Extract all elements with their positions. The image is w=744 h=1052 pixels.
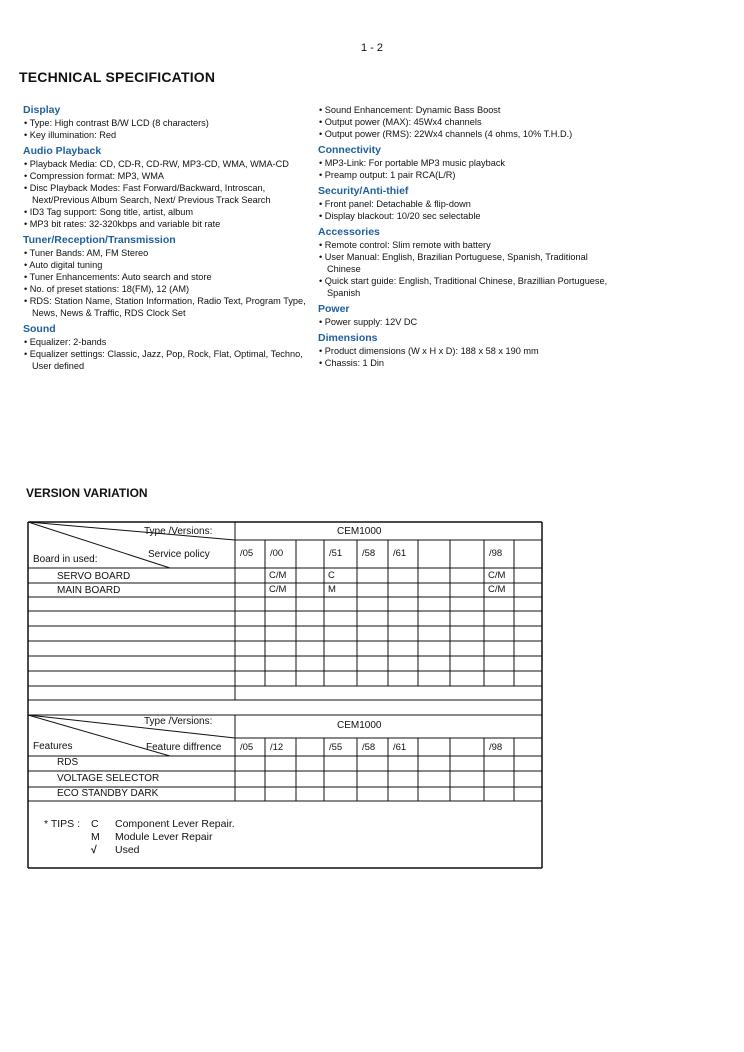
page-number: 1 - 2	[360, 42, 383, 54]
spec-item: • MP3 bit rates: 32-320kbps and variable bit rate	[24, 219, 221, 229]
spec-item: • Key illumination: Red	[24, 130, 117, 140]
feature-name: RDS	[57, 757, 79, 768]
spec-item: • Output power (RMS): 22Wx4 channels (4 ohms, 10% T.H.D.)	[319, 129, 573, 139]
spec-item: • MP3-Link: For portable MP3 music playback	[319, 158, 506, 168]
version-code: /61	[393, 742, 407, 753]
policy-cell: C/M	[488, 570, 506, 581]
tips-code-c: C	[91, 818, 99, 830]
version-code: /61	[393, 548, 407, 559]
spec-item: • ID3 Tag support: Song title, artist, album	[24, 207, 194, 217]
spec-section-heading: Tuner/Reception/Transmission	[23, 234, 176, 246]
spec-item: • Remote control: Slim remote with battery	[319, 240, 491, 250]
policy-cell: C/M	[269, 570, 287, 581]
spec-section-heading: Power	[318, 303, 350, 315]
spec-section-heading: Sound	[23, 323, 56, 335]
board-name: MAIN BOARD	[57, 585, 121, 596]
version-code: /05	[240, 742, 254, 753]
tips-code-m: M	[91, 831, 100, 843]
spec-item: • Chassis: 1 Din	[319, 358, 384, 368]
table1-model: CEM1000	[337, 526, 382, 537]
spec-item: • Product dimensions (W x H x D): 188 x 58 x 190 mm	[319, 346, 539, 356]
tips-desc-used: Used	[115, 844, 140, 856]
version-code: /00	[270, 548, 284, 559]
policy-cell: C/M	[269, 584, 287, 595]
spec-item: • Sound Enhancement: Dynamic Bass Boost	[319, 105, 501, 115]
version-code: /98	[489, 548, 503, 559]
table2-type-label: Type /Versions:	[144, 716, 213, 727]
spec-item: • Output power (MAX): 45Wx4 channels	[319, 117, 482, 127]
spec-item: • Equalizer: 2-bands	[24, 337, 107, 347]
tips-desc-c: Component Lever Repair.	[115, 818, 235, 830]
spec-item: • No. of preset stations: 18(FM), 12 (AM)	[24, 284, 190, 294]
version-code: /51	[329, 548, 343, 559]
spec-item: • Quick start guide: English, Traditional Chinese, Brazillian Portuguese, Spanish	[319, 276, 608, 298]
spec-section-heading: Connectivity	[318, 144, 382, 156]
policy-cell: C/M	[488, 584, 506, 595]
spec-item: • User Manual: English, Brazilian Portuguese, Spanish, Traditional Chinese	[319, 252, 588, 274]
version-code: /05	[240, 548, 254, 559]
table1-type-label: Type /Versions:	[144, 526, 213, 537]
policy-cell: C	[328, 570, 335, 581]
tips-code-used: √	[91, 844, 97, 856]
tips-desc-m: Module Lever Repair	[115, 831, 213, 843]
table2-features-label: Features	[33, 741, 73, 752]
spec-section-heading: Audio Playback	[23, 145, 102, 157]
spec-item: • Equalizer settings: Classic, Jazz, Pop, Rock, Flat, Optimal, Techno, User defined	[24, 349, 303, 371]
spec-item: • Tuner Bands: AM, FM Stereo	[24, 248, 149, 258]
version-code: /12	[270, 742, 284, 753]
spec-item: • Playback Media: CD, CD-R, CD-RW, MP3-CD, WMA, WMA-CD	[24, 159, 289, 169]
table1-policy-label: Service policy	[148, 549, 210, 560]
version-code: /58	[362, 742, 376, 753]
spec-item: • Front panel: Detachable & flip-down	[319, 199, 471, 209]
spec-item: • RDS: Station Name, Station Information, Radio Text, Program Type, News, News & Traffic, RDS Clock Set	[24, 296, 306, 318]
tips-label: * TIPS :	[44, 818, 80, 830]
spec-item: • Type: High contrast B/W LCD (8 characters)	[24, 118, 209, 128]
policy-cell: M	[328, 584, 336, 595]
spec-item: • Disc Playback Modes: Fast Forward/Backward, Introscan, Next/Previous Album Search, Next/ Previous Track Search	[24, 183, 271, 205]
spec-section-heading: Security/Anti-thief	[318, 185, 409, 197]
version-code: /98	[489, 742, 503, 753]
spec-item: • Tuner Enhancements: Auto search and store	[24, 272, 212, 282]
version-code: /55	[329, 742, 343, 753]
table2-diff-label: Feature diffrence	[146, 742, 222, 753]
feature-name: ECO STANDBY DARK	[57, 788, 159, 799]
table1-board-label: Board in used:	[33, 554, 98, 565]
table2-model: CEM1000	[337, 720, 382, 731]
spec-section-heading: Display	[23, 104, 61, 116]
spec-item: • Preamp output: 1 pair RCA(L/R)	[319, 170, 456, 180]
version-code: /58	[362, 548, 376, 559]
spec-item: • Auto digital tuning	[24, 260, 103, 270]
board-name: SERVO BOARD	[57, 571, 131, 582]
page-title: TECHNICAL SPECIFICATION	[19, 69, 216, 85]
spec-section-heading: Dimensions	[318, 332, 378, 344]
spec-item: • Power supply: 12V DC	[319, 317, 418, 327]
spec-item: • Compression format: MP3, WMA	[24, 171, 165, 181]
version-variation-title: VERSION VARIATION	[26, 486, 148, 500]
spec-item: • Display blackout: 10/20 sec selectable	[319, 211, 481, 221]
spec-section-heading: Accessories	[318, 226, 380, 238]
feature-name: VOLTAGE SELECTOR	[57, 773, 160, 784]
